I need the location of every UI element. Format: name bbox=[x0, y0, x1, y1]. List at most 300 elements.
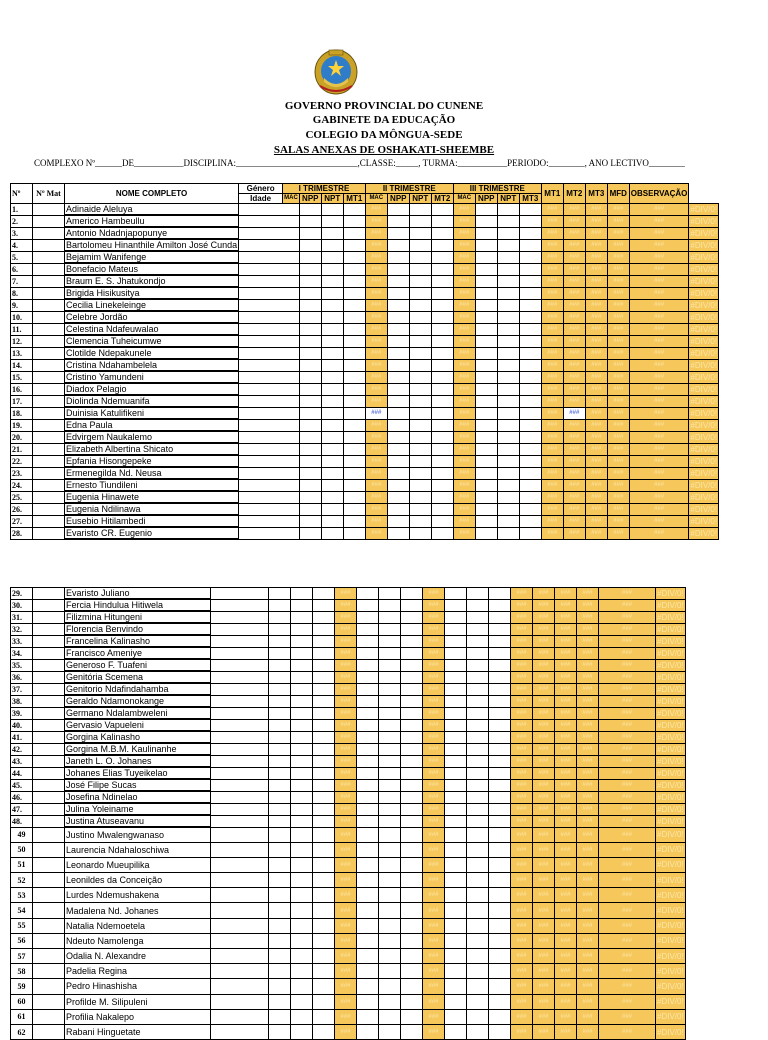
grade-cell bbox=[387, 479, 409, 491]
grade-cell bbox=[409, 383, 431, 395]
grade-cell bbox=[431, 407, 453, 419]
row-number: 3. bbox=[11, 227, 33, 239]
grade-cell bbox=[475, 263, 497, 275]
trimester-average-cell: ### bbox=[511, 659, 533, 671]
grade-cell bbox=[475, 323, 497, 335]
genero-idade-cell bbox=[211, 755, 269, 767]
grade-cell bbox=[445, 683, 467, 695]
genero-idade-cell bbox=[211, 1024, 269, 1039]
grade-cell bbox=[489, 873, 511, 888]
mfd-cell: ### bbox=[629, 503, 689, 515]
grade-cell bbox=[445, 623, 467, 635]
student-name: Bartolomeu Hinanthile Amilton José Cunda bbox=[66, 240, 238, 251]
trimester-average-cell: ### bbox=[541, 515, 563, 527]
sub-header-npt: NPT bbox=[409, 194, 431, 204]
row-number: 46. bbox=[11, 791, 33, 803]
mat-cell bbox=[33, 779, 65, 791]
grade-cell bbox=[379, 873, 401, 888]
header-line-4 bbox=[0, 143, 768, 157]
student-name: Justino Mwalengwanaso bbox=[65, 827, 211, 842]
genero-idade-cell bbox=[211, 647, 269, 659]
student-name: Odalia N. Alexandre bbox=[65, 949, 211, 964]
grade-cell bbox=[489, 857, 511, 872]
grade-cell bbox=[431, 491, 453, 503]
mfd-cell: ### bbox=[599, 791, 656, 803]
trimester-average-cell: ### bbox=[511, 707, 533, 719]
student-row bbox=[11, 599, 686, 611]
grade-cell bbox=[431, 479, 453, 491]
genero-idade-cell bbox=[239, 371, 300, 383]
observacao-cell: #DIV/0! bbox=[656, 1024, 686, 1039]
grade-cell bbox=[343, 311, 365, 323]
grade-cell bbox=[357, 888, 379, 903]
grade-cell bbox=[379, 707, 401, 719]
student-name: Evaristo Juliano bbox=[65, 588, 211, 600]
genero-idade-cell bbox=[211, 731, 269, 743]
grade-cell bbox=[269, 683, 291, 695]
genero-idade-cell bbox=[239, 311, 300, 323]
grade-cell bbox=[321, 371, 343, 383]
grade-cell bbox=[387, 263, 409, 275]
row-number: 5. bbox=[11, 251, 33, 263]
genero-idade-cell bbox=[211, 994, 269, 1009]
trimester-average-cell: ### bbox=[365, 251, 387, 263]
final-mt3-cell: ### bbox=[577, 671, 599, 683]
grade-cell bbox=[489, 659, 511, 671]
grade-cell bbox=[401, 1009, 423, 1024]
grade-cell bbox=[467, 1024, 489, 1039]
student-row bbox=[11, 515, 719, 527]
grade-cell bbox=[401, 671, 423, 683]
grade-cell bbox=[401, 588, 423, 600]
grade-cell bbox=[357, 1024, 379, 1039]
final-mt2-cell: ### bbox=[585, 479, 607, 491]
observacao-cell: #DIV/0! bbox=[690, 516, 718, 526]
student-row bbox=[11, 755, 686, 767]
student-name: Justina Atuseavanu bbox=[65, 815, 211, 827]
grade-cell bbox=[431, 263, 453, 275]
mfd-cell: ### bbox=[599, 659, 656, 671]
final-mt1-cell: ### bbox=[563, 215, 585, 227]
grade-cell bbox=[401, 659, 423, 671]
grade-cell bbox=[497, 204, 519, 216]
grade-cell bbox=[343, 527, 365, 539]
grade-cell bbox=[409, 491, 431, 503]
mat-cell bbox=[33, 743, 65, 755]
final-mt3-cell: ### bbox=[577, 731, 599, 743]
grade-cell bbox=[431, 503, 453, 515]
grade-cell bbox=[475, 239, 497, 251]
mfd-cell: ### bbox=[629, 515, 689, 527]
grade-cell bbox=[475, 431, 497, 443]
grade-cell bbox=[291, 1009, 313, 1024]
mat-cell bbox=[33, 979, 65, 994]
final-mt3-cell: ### bbox=[577, 1024, 599, 1039]
grade-cell bbox=[269, 791, 291, 803]
final-mt2-cell: ### bbox=[555, 588, 577, 600]
observacao-cell: #DIV/0! bbox=[657, 636, 684, 646]
grade-cell bbox=[401, 964, 423, 979]
mfd-cell: ### bbox=[629, 467, 689, 479]
grade-cell bbox=[299, 263, 321, 275]
final-mt1-cell: ### bbox=[563, 227, 585, 239]
grade-cell bbox=[343, 263, 365, 275]
grade-cell bbox=[519, 275, 541, 287]
row-number: 36. bbox=[11, 671, 33, 683]
mfd-cell: ### bbox=[599, 933, 656, 948]
final-mt2-cell: ### bbox=[585, 383, 607, 395]
trimester-average-cell: ### bbox=[365, 239, 387, 251]
student-name: Adinaide Aleluya bbox=[65, 204, 239, 216]
grade-cell bbox=[387, 227, 409, 239]
student-row bbox=[11, 842, 686, 857]
final-mt1-cell: ### bbox=[563, 204, 585, 216]
final-mt2-cell: ### bbox=[585, 527, 607, 539]
mat-cell bbox=[33, 1024, 65, 1039]
final-mt2-cell: ### bbox=[555, 994, 577, 1009]
observacao-cell: #DIV/0! bbox=[690, 312, 718, 322]
grade-cell bbox=[497, 275, 519, 287]
final-mt3-cell: ### bbox=[607, 215, 629, 227]
student-name: Diadox Pelagio bbox=[65, 383, 239, 395]
grade-cell bbox=[321, 383, 343, 395]
trimester-average-cell: ### bbox=[453, 527, 475, 539]
genero-idade-cell bbox=[211, 873, 269, 888]
grade-cell bbox=[291, 599, 313, 611]
grade-cell bbox=[409, 443, 431, 455]
observacao-cell: #DIV/0! bbox=[690, 288, 718, 298]
grade-cell bbox=[379, 815, 401, 827]
final-mt3-cell: ### bbox=[577, 791, 599, 803]
trimester-average-cell: ### bbox=[511, 731, 533, 743]
final-mt1-cell: ### bbox=[533, 827, 555, 842]
trimester-average-cell: ### bbox=[453, 335, 475, 347]
final-mt2-cell: ### bbox=[585, 407, 607, 419]
grade-cell bbox=[475, 335, 497, 347]
grade-cell bbox=[497, 527, 519, 539]
grade-cell bbox=[379, 994, 401, 1009]
student-row bbox=[11, 431, 719, 443]
student-row bbox=[11, 383, 719, 395]
grade-cell bbox=[387, 251, 409, 263]
mat-cell bbox=[33, 239, 65, 251]
final-mt1-cell: ### bbox=[563, 479, 585, 491]
trimester-average-cell: ### bbox=[541, 335, 563, 347]
trimester-average-cell: ### bbox=[541, 215, 563, 227]
mfd-cell: ### bbox=[599, 731, 656, 743]
grade-cell bbox=[401, 707, 423, 719]
grade-cell bbox=[401, 857, 423, 872]
grade-cell bbox=[299, 251, 321, 263]
trimester-average-cell: ### bbox=[541, 347, 563, 359]
grade-cell bbox=[475, 287, 497, 299]
grade-cell bbox=[497, 503, 519, 515]
final-mt3-cell: ### bbox=[607, 407, 629, 419]
grade-cell bbox=[475, 395, 497, 407]
grade-cell bbox=[467, 647, 489, 659]
grade-cell bbox=[291, 827, 313, 842]
observacao-cell: #DIV/0! bbox=[657, 804, 684, 814]
trimester-average-cell: ### bbox=[423, 857, 445, 872]
mfd-cell: ### bbox=[629, 287, 689, 299]
grade-cell bbox=[489, 903, 511, 918]
grade-cell bbox=[379, 857, 401, 872]
observacao-cell: #DIV/0! bbox=[656, 903, 686, 918]
grade-cell bbox=[357, 903, 379, 918]
student-row bbox=[11, 635, 686, 647]
trimester-average-cell: ### bbox=[365, 227, 387, 239]
trimester-average-cell: ### bbox=[423, 731, 445, 743]
genero-idade-cell bbox=[211, 949, 269, 964]
grade-cell bbox=[291, 791, 313, 803]
grade-cell bbox=[431, 419, 453, 431]
mfd-cell: ### bbox=[629, 479, 689, 491]
trimester-average-cell: ### bbox=[541, 419, 563, 431]
final-mt3-cell: ### bbox=[607, 479, 629, 491]
trimester-average-cell: ### bbox=[423, 599, 445, 611]
trimester-average-cell: ### bbox=[541, 299, 563, 311]
col-header-mat: Nº Mat bbox=[33, 184, 65, 204]
trimester-average-cell: ### bbox=[423, 791, 445, 803]
mfd-cell: ### bbox=[599, 623, 656, 635]
grade-cell bbox=[431, 251, 453, 263]
student-name: Madalena Nd. Johanes bbox=[65, 903, 211, 918]
student-row bbox=[11, 395, 719, 407]
mat-cell bbox=[33, 335, 65, 347]
final-mt3-cell: ### bbox=[607, 347, 629, 359]
student-row bbox=[11, 359, 719, 371]
final-mt2-cell: ### bbox=[555, 599, 577, 611]
observacao-cell: #DIV/0! bbox=[657, 600, 684, 610]
grade-cell bbox=[401, 731, 423, 743]
grade-cell bbox=[387, 323, 409, 335]
final-mt1-cell: ### bbox=[533, 755, 555, 767]
trimester-average-cell: ### bbox=[423, 873, 445, 888]
trimester-average-cell: ### bbox=[423, 588, 445, 600]
genero-idade-cell bbox=[211, 827, 269, 842]
final-mt2-cell: ### bbox=[555, 949, 577, 964]
grade-cell bbox=[497, 347, 519, 359]
grade-cell bbox=[519, 491, 541, 503]
grade-cell bbox=[387, 491, 409, 503]
grade-cell bbox=[519, 383, 541, 395]
student-row bbox=[11, 719, 686, 731]
mfd-cell: ### bbox=[599, 779, 656, 791]
grade-cell bbox=[497, 239, 519, 251]
grade-cell bbox=[467, 671, 489, 683]
final-mt2-cell: ### bbox=[555, 755, 577, 767]
grade-cell bbox=[269, 731, 291, 743]
mat-cell bbox=[33, 383, 65, 395]
trimester-average-cell: ### bbox=[453, 263, 475, 275]
grade-cell bbox=[409, 407, 431, 419]
final-mt1-cell: ### bbox=[563, 263, 585, 275]
row-number: 60 bbox=[11, 994, 33, 1009]
student-name: José Filipe Sucas bbox=[65, 779, 211, 791]
grade-cell bbox=[409, 323, 431, 335]
mfd-cell: ### bbox=[599, 755, 656, 767]
student-name: Ermenegilda Nd. Neusa bbox=[65, 467, 239, 479]
final-mt2-cell: ### bbox=[555, 767, 577, 779]
grade-cell bbox=[269, 803, 291, 815]
student-row bbox=[11, 791, 686, 803]
student-name: Cecilia Linekeleinge bbox=[65, 299, 239, 311]
trimester-average-cell: ### bbox=[423, 1024, 445, 1039]
student-name: Genitória Scemena bbox=[65, 671, 211, 683]
grade-cell bbox=[519, 407, 541, 419]
grade-cell bbox=[489, 623, 511, 635]
observacao-cell: #DIV/0! bbox=[657, 696, 684, 706]
sub-header-mac: MAC bbox=[453, 194, 475, 204]
trimester-average-cell: ### bbox=[541, 227, 563, 239]
grade-cell bbox=[401, 683, 423, 695]
row-number: 52 bbox=[11, 873, 33, 888]
observacao-cell: #DIV/0! bbox=[690, 216, 718, 226]
grade-cell bbox=[409, 371, 431, 383]
mfd-cell: ### bbox=[599, 695, 656, 707]
grade-cell bbox=[475, 275, 497, 287]
final-mt1-cell: ### bbox=[533, 791, 555, 803]
mfd-cell: ### bbox=[599, 964, 656, 979]
grade-cell bbox=[409, 503, 431, 515]
grade-cell bbox=[445, 842, 467, 857]
trimester-average-cell: ### bbox=[365, 443, 387, 455]
genero-idade-cell bbox=[239, 515, 300, 527]
trimester-average-cell: ### bbox=[365, 431, 387, 443]
grade-cell bbox=[475, 491, 497, 503]
final-mt3-cell: ### bbox=[607, 323, 629, 335]
mat-cell bbox=[33, 359, 65, 371]
final-mt3-cell: ### bbox=[607, 335, 629, 347]
grade-cell bbox=[409, 527, 431, 539]
grade-cell bbox=[357, 979, 379, 994]
grade-cell bbox=[269, 671, 291, 683]
mat-cell bbox=[33, 455, 65, 467]
trimester-average-cell: ### bbox=[335, 635, 357, 647]
grade-cell bbox=[379, 755, 401, 767]
mat-cell bbox=[33, 443, 65, 455]
student-name: Julina Yoleiname bbox=[65, 803, 211, 815]
observacao-cell: #DIV/0! bbox=[656, 949, 686, 964]
mat-cell bbox=[33, 695, 65, 707]
grade-cell bbox=[379, 588, 401, 600]
grade-cell bbox=[343, 347, 365, 359]
student-name: Brigida Hisikusitya bbox=[65, 287, 239, 299]
grade-cell bbox=[467, 803, 489, 815]
trimester-average-cell: ### bbox=[335, 683, 357, 695]
grade-cell bbox=[467, 683, 489, 695]
grade-cell bbox=[445, 647, 467, 659]
trimester-average-cell: ### bbox=[541, 467, 563, 479]
student-name: Eugenia Hinawete bbox=[65, 491, 239, 503]
grade-cell bbox=[475, 515, 497, 527]
genero-idade-cell bbox=[211, 779, 269, 791]
grade-cell bbox=[519, 204, 541, 216]
grade-cell bbox=[299, 467, 321, 479]
grade-cell bbox=[409, 275, 431, 287]
trimester-average-cell: ### bbox=[541, 443, 563, 455]
row-number: 17. bbox=[11, 395, 33, 407]
student-row bbox=[11, 1024, 686, 1039]
genero-idade-cell bbox=[211, 588, 269, 600]
final-mt3-cell: ### bbox=[607, 431, 629, 443]
trimester-average-cell: ### bbox=[335, 803, 357, 815]
final-mt2-cell: ### bbox=[585, 515, 607, 527]
grade-cell bbox=[299, 479, 321, 491]
observacao-cell: #DIV/0! bbox=[690, 528, 718, 538]
row-number: 7. bbox=[11, 275, 33, 287]
grade-cell bbox=[489, 743, 511, 755]
final-mt2-cell: ### bbox=[555, 842, 577, 857]
mfd-cell: ### bbox=[599, 888, 656, 903]
grade-cell bbox=[401, 779, 423, 791]
mfd-cell: ### bbox=[599, 767, 656, 779]
grade-cell bbox=[489, 803, 511, 815]
grade-cell bbox=[445, 599, 467, 611]
trimester-average-cell: ### bbox=[365, 299, 387, 311]
grade-cell bbox=[409, 455, 431, 467]
grade-cell bbox=[489, 731, 511, 743]
final-mt3-cell: ### bbox=[607, 455, 629, 467]
final-mt1-cell: ### bbox=[533, 994, 555, 1009]
final-mt3-cell: ### bbox=[577, 588, 599, 600]
mfd-cell: ### bbox=[599, 635, 656, 647]
grade-cell bbox=[321, 263, 343, 275]
grade-cell bbox=[475, 455, 497, 467]
genero-idade-cell bbox=[239, 503, 300, 515]
student-name: Celebre Jordão bbox=[65, 311, 239, 323]
grade-cell bbox=[401, 1024, 423, 1039]
grade-cell bbox=[519, 335, 541, 347]
row-number: 40. bbox=[11, 719, 33, 731]
mat-cell bbox=[33, 755, 65, 767]
observacao-cell: #DIV/0! bbox=[656, 827, 686, 842]
trimester-average-cell: ### bbox=[365, 419, 387, 431]
final-mt3-cell: ### bbox=[577, 964, 599, 979]
grade-cell bbox=[445, 888, 467, 903]
mfd-cell: ### bbox=[629, 527, 689, 539]
final-mt1-cell: ### bbox=[533, 588, 555, 600]
mfd-cell: ### bbox=[629, 299, 689, 311]
grade-cell bbox=[291, 903, 313, 918]
grade-cell bbox=[475, 251, 497, 263]
grade-cell bbox=[445, 588, 467, 600]
row-number: 27. bbox=[11, 515, 33, 527]
grade-cell bbox=[357, 623, 379, 635]
student-row bbox=[11, 479, 719, 491]
observacao-cell: #DIV/0! bbox=[657, 672, 684, 682]
mfd-cell: ### bbox=[599, 1024, 656, 1039]
trimester-average-cell: ### bbox=[365, 287, 387, 299]
trimester-average-cell: ### bbox=[365, 323, 387, 335]
genero-idade-cell bbox=[211, 933, 269, 948]
genero-idade-cell bbox=[211, 635, 269, 647]
final-mt2-cell: ### bbox=[555, 873, 577, 888]
final-mt2-cell: ### bbox=[555, 815, 577, 827]
grade-cell bbox=[489, 964, 511, 979]
trimester-average-cell: ### bbox=[541, 503, 563, 515]
grade-cell bbox=[489, 635, 511, 647]
grade-cell bbox=[401, 695, 423, 707]
mat-cell bbox=[33, 994, 65, 1009]
final-mt3-cell: ### bbox=[577, 599, 599, 611]
grade-cell bbox=[387, 371, 409, 383]
row-number: 41. bbox=[11, 731, 33, 743]
genero-idade-cell bbox=[211, 791, 269, 803]
grade-cell bbox=[519, 299, 541, 311]
trimester-average-cell: ### bbox=[335, 933, 357, 948]
row-number: 10. bbox=[11, 311, 33, 323]
